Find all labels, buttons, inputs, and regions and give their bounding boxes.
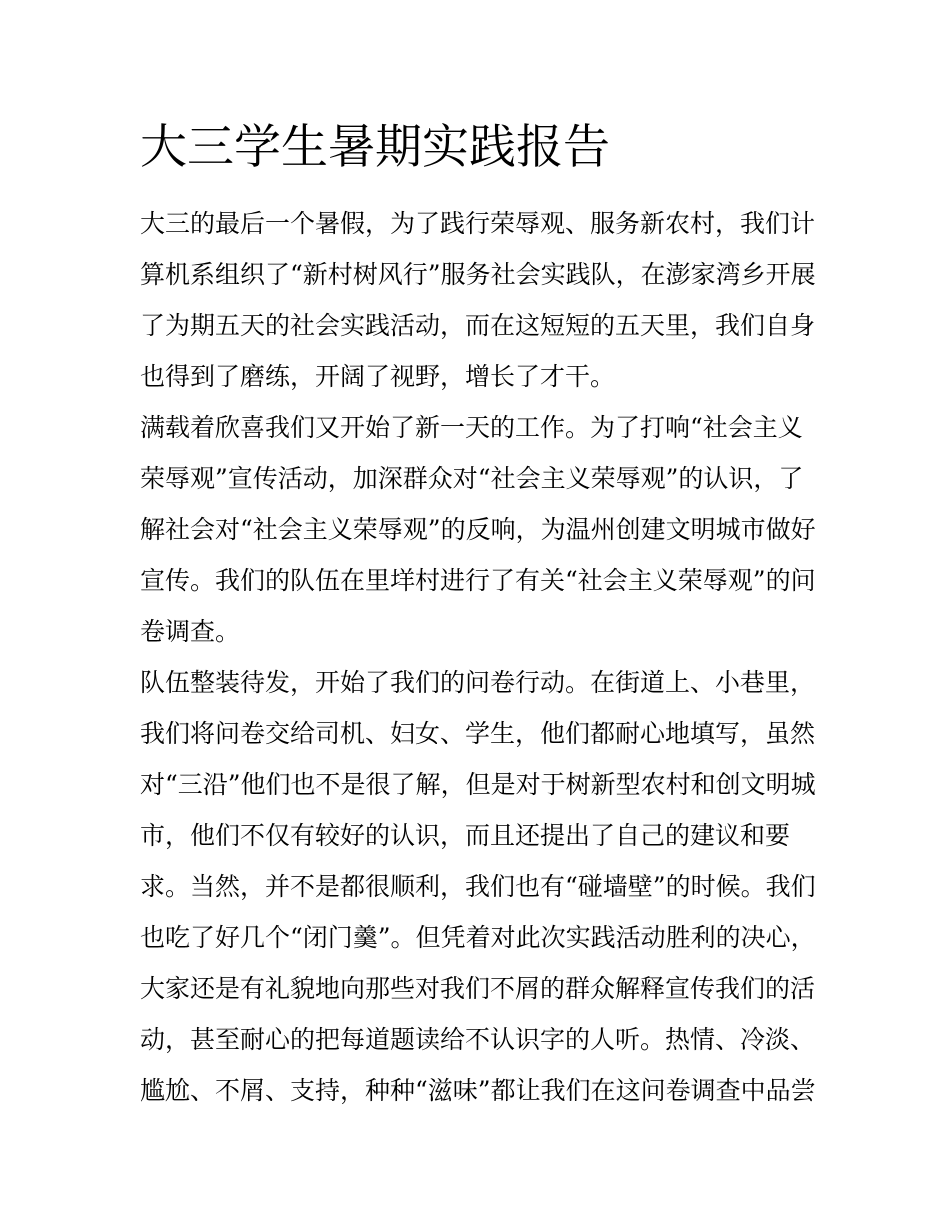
document-body — [140, 198, 830, 1116]
text-line: 队伍整装待发，开始了我们的问卷行动。在街道上、小巷里， — [140, 668, 816, 697]
text-line: 卷调查。 — [140, 617, 241, 646]
text-line: 动，甚至耐心的把每道题读给不认识字的人听。热情、冷淡、 — [140, 1025, 816, 1054]
text-line: 大家还是有礼貌地向那些对我们不屑的群众解释宣传我们的活 — [140, 974, 816, 1003]
text-line: 了为期五天的社会实践活动，而在这短短的五天里，我们自身 — [140, 311, 816, 340]
text-line: 满载着欣喜我们又开始了新一天的工作。为了打响“社会主义 — [140, 413, 803, 442]
text-line: 大三的最后一个暑假，为了践行荣辱观、服务新农村，我们计 — [140, 209, 816, 238]
text-line: 市，他们不仅有较好的认识，而且还提出了自己的建议和要 — [140, 821, 791, 850]
text-line: 尴尬、不屑、支持，种种“滋味”都让我们在这问卷调查中品尝 — [140, 1076, 816, 1105]
text-line: 我们将问卷交给司机、妇女、学生，他们都耐心地填写，虽然 — [140, 719, 816, 748]
text-line: 解社会对“社会主义荣辱观”的反响，为温州创建文明城市做好 — [140, 515, 816, 544]
text-line: 荣辱观”宣传活动，加深群众对“社会主义荣辱观”的认识，了 — [140, 464, 804, 493]
text-line: 算机系组织了“新村树风行”服务社会实践队，在澎家湾乡开展 — [140, 260, 816, 289]
document-title: 大三学生暑期实践报告 — [140, 120, 610, 175]
text-line: 也得到了磨练，开阔了视野，增长了才干。 — [140, 362, 616, 391]
text-line: 对“三沿”他们也不是很了解，但是对于树新型农村和创文明城 — [140, 770, 816, 799]
text-line: 宣传。我们的队伍在里垟村进行了有关“社会主义荣辱观”的问 — [140, 566, 816, 595]
text-line: 也吃了好几个“闭门羹”。但凭着对此次实践活动胜利的决心， — [140, 923, 816, 952]
text-line: 求。当然，并不是都很顺利，我们也有“碰墙壁”的时候。我们 — [140, 872, 816, 901]
